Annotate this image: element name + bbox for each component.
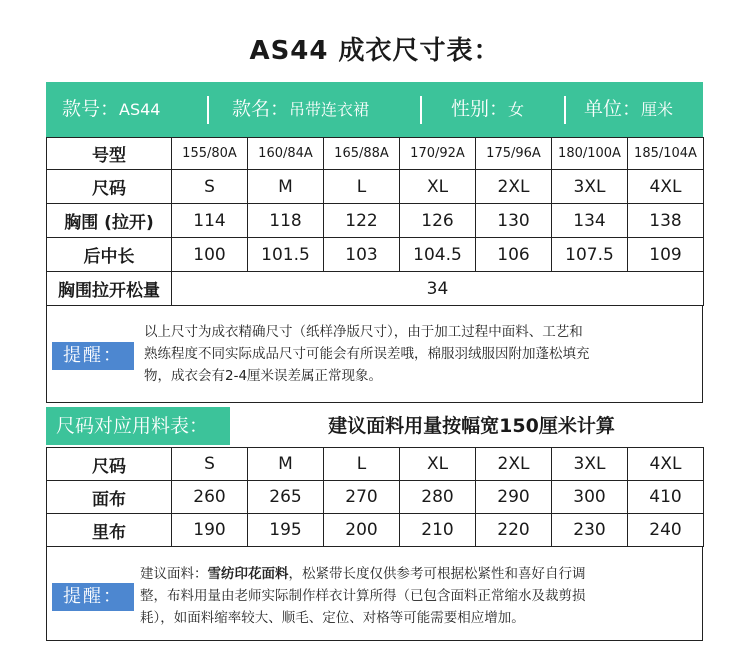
table-cell: 2XL <box>476 448 552 481</box>
table-cell: 109 <box>628 238 704 272</box>
note-line: 物，成衣会有2-4厘米误差属正常现象。 <box>144 368 383 384</box>
table-cell: 270 <box>324 481 400 514</box>
table-cell: 155/80A <box>172 138 248 170</box>
fabric-section-badge: 尺码对应用料表： <box>46 407 230 445</box>
row-label: 里布 <box>47 514 172 547</box>
header-divider <box>207 96 209 124</box>
recommended-fabric: 雪纺印花面料 <box>207 566 289 582</box>
table-cell: S <box>172 170 248 204</box>
gender-value: 女 <box>508 100 525 119</box>
gender-label: 性别： <box>451 98 509 120</box>
table-cell: M <box>248 170 324 204</box>
row-label: 面布 <box>47 481 172 514</box>
table-cell: 126 <box>400 204 476 238</box>
note-line <box>140 563 700 585</box>
note-text-2 <box>140 563 700 629</box>
note-text-1 <box>144 321 700 387</box>
table-cell: L <box>324 448 400 481</box>
unit <box>584 82 673 137</box>
table-cell: 300 <box>552 481 628 514</box>
row-label: 胸围拉开松量 <box>47 272 172 306</box>
table-cell: 2XL <box>476 170 552 204</box>
table-cell: L <box>324 170 400 204</box>
table-cell: M <box>248 448 324 481</box>
fabric-row-shell <box>47 481 704 514</box>
style-name-label: 款名： <box>232 98 290 120</box>
row-label: 尺码 <box>47 170 172 204</box>
table-cell: 265 <box>248 481 324 514</box>
table-cell: 175/96A <box>476 138 552 170</box>
size-row-bust <box>47 204 704 238</box>
table-cell: 114 <box>172 204 248 238</box>
note-line: 耗），如面料缩率较大、顺毛、定位、对格等可能需要相应增加。 <box>140 610 525 626</box>
table-cell: XL <box>400 448 476 481</box>
note-line: 以上尺寸为成衣精确尺寸（纸样净版尺寸），由于加工过程中面料、工艺和 <box>144 324 583 340</box>
table-cell: 180/100A <box>552 138 628 170</box>
table-cell: 134 <box>552 204 628 238</box>
ease-value: 34 <box>172 272 704 306</box>
table-cell: 280 <box>400 481 476 514</box>
table-cell: 160/84A <box>248 138 324 170</box>
table-cell: 290 <box>476 481 552 514</box>
table-cell: 170/92A <box>400 138 476 170</box>
table-cell: 240 <box>628 514 704 547</box>
unit-value: 厘米 <box>641 100 674 119</box>
size-row-size <box>47 170 704 204</box>
style-name-value: 吊带连衣裙 <box>289 100 370 119</box>
table-cell: 103 <box>324 238 400 272</box>
style-name <box>232 82 369 137</box>
unit-label: 单位： <box>584 98 642 120</box>
fabric-table <box>46 447 704 547</box>
table-cell: 122 <box>324 204 400 238</box>
table-cell: 185/104A <box>628 138 704 170</box>
table-cell: 118 <box>248 204 324 238</box>
style-number-value: AS44 <box>119 100 161 119</box>
size-row-length <box>47 238 704 272</box>
header-divider <box>420 96 422 124</box>
table-cell: 138 <box>628 204 704 238</box>
gender <box>451 82 524 137</box>
table-cell: 260 <box>172 481 248 514</box>
page-title: AS44 成衣尺寸表： <box>249 36 501 66</box>
table-cell: 230 <box>552 514 628 547</box>
table-cell: 106 <box>476 238 552 272</box>
table-cell: 210 <box>400 514 476 547</box>
table-cell: 190 <box>172 514 248 547</box>
table-cell: 100 <box>172 238 248 272</box>
style-number <box>62 82 160 137</box>
table-cell: 165/88A <box>324 138 400 170</box>
table-cell: 410 <box>628 481 704 514</box>
fabric-row-lining <box>47 514 704 547</box>
table-cell: 3XL <box>552 448 628 481</box>
reminder-badge: 提醒： <box>52 342 134 370</box>
table-cell: 4XL <box>628 170 704 204</box>
row-label: 尺码 <box>47 448 172 481</box>
row-label: 后中长 <box>47 238 172 272</box>
size-row-ease <box>47 272 704 306</box>
size-table <box>46 137 704 306</box>
note-prefix: 建议面料： <box>140 566 208 582</box>
fabric-section-title: 建议面料用量按幅宽150厘米计算 <box>328 415 615 437</box>
table-cell: 104.5 <box>400 238 476 272</box>
row-label: 号型 <box>47 138 172 170</box>
note-line: 整，布料用量由老师实际制作样衣计算所得（已包含面料正常缩水及裁剪损 <box>140 588 586 604</box>
header-divider <box>564 96 566 124</box>
table-cell: 130 <box>476 204 552 238</box>
table-cell: 101.5 <box>248 238 324 272</box>
table-cell: XL <box>400 170 476 204</box>
table-cell: S <box>172 448 248 481</box>
fabric-row-size <box>47 448 704 481</box>
style-number-label: 款号： <box>62 98 120 120</box>
reminder-badge: 提醒： <box>52 583 134 611</box>
note-rest: ，松紧带长度仅供参考可根据松紧性和喜好自行调 <box>288 566 586 582</box>
table-cell: 195 <box>248 514 324 547</box>
table-cell: 200 <box>324 514 400 547</box>
table-cell: 4XL <box>628 448 704 481</box>
table-cell: 3XL <box>552 170 628 204</box>
size-row-fit <box>47 138 704 170</box>
row-label: 胸围 (拉开) <box>47 204 172 238</box>
table-cell: 107.5 <box>552 238 628 272</box>
note-line: 熟练程度不同实际成品尺寸可能会有所误差哦，棉服羽绒服因附加蓬松填充 <box>144 346 590 362</box>
table-cell: 220 <box>476 514 552 547</box>
